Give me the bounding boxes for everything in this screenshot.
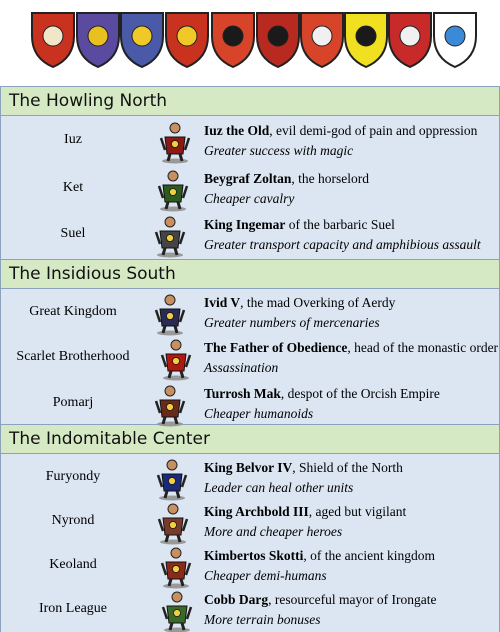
faction-bonus: Greater success with magic — [204, 143, 354, 158]
leader-description: , head of the monastic order — [347, 340, 499, 355]
faction-bonus: Cheaper demi-humans — [204, 568, 327, 583]
leader-name: The Father of Obedience — [204, 340, 348, 355]
faction-name: Ket — [62, 180, 84, 195]
faction-shields-bar — [0, 0, 500, 80]
faction-row-iron-league — [0, 589, 500, 632]
leader-figure-icon — [150, 214, 190, 258]
leader-description: , of the ancient kingdom — [303, 548, 435, 563]
faction-row-ket — [0, 168, 500, 212]
section-header-insidious-south — [0, 259, 500, 289]
sword-icon — [298, 10, 346, 70]
faction-bonus: More and cheaper heroes — [204, 524, 343, 539]
leader-line — [204, 548, 435, 564]
leader-figure-icon — [152, 457, 192, 501]
faction-name: Nyrond — [51, 513, 95, 528]
faction-name: Iuz — [64, 132, 82, 147]
leader-description: , Shield of the North — [292, 460, 403, 475]
leader-description: , the horselord — [291, 171, 369, 186]
leader-line — [204, 340, 498, 356]
sun-face-icon — [118, 10, 166, 70]
leader-name: Beygraf Zoltan — [204, 171, 292, 186]
leader-figure-icon — [150, 383, 190, 427]
leader-name: Ivid V — [204, 295, 241, 310]
leader-figure-icon — [153, 501, 193, 545]
leader-figure-icon — [153, 168, 193, 212]
section-title: The Howling North — [9, 91, 168, 111]
leader-line — [204, 460, 403, 476]
leader-line — [204, 386, 440, 402]
section-header-indomitable-center — [0, 424, 500, 454]
faction-row-pomarj — [0, 383, 500, 427]
leader-line — [204, 171, 369, 187]
faction-row-scarlet-brotherhood — [0, 337, 500, 381]
section-title: The Insidious South — [9, 264, 176, 284]
lion-rampant-icon — [254, 10, 302, 70]
faction-name: Pomarj — [52, 395, 94, 410]
faction-bonus: Assassination — [204, 360, 279, 375]
leader-line — [204, 217, 395, 233]
leader-line — [204, 123, 477, 139]
leader-description: , despot of the Orcish Empire — [280, 386, 440, 401]
leader-description: , resourceful mayor of Irongate — [268, 592, 437, 607]
faction-row-iuz — [0, 120, 500, 164]
faction-row-keoland — [0, 545, 500, 589]
leader-description: , evil demi-god of pain and oppression — [269, 123, 478, 138]
faction-bonus: Cheaper humanoids — [204, 406, 314, 421]
faction-bonus: Leader can heal other units — [204, 480, 354, 495]
faction-row-nyrond — [0, 501, 500, 545]
leader-name: King Belvor IV — [204, 460, 293, 475]
leader-name: Turrosh Mak — [204, 386, 281, 401]
lion-face-icon — [386, 10, 434, 70]
quartered-icon — [163, 10, 211, 70]
leader-line — [204, 504, 406, 520]
leader-name: King Ingemar — [204, 217, 286, 232]
faction-name: Keoland — [49, 557, 97, 572]
faction-bonus: More terrain bonuses — [204, 612, 321, 627]
leader-line — [204, 592, 436, 608]
leader-name: King Archbold III — [204, 504, 309, 519]
faction-name: Scarlet Brotherhood — [16, 349, 130, 364]
leader-name: Cobb Darg — [204, 592, 269, 607]
faction-name: Great Kingdom — [29, 304, 117, 319]
leader-description: , aged but vigilant — [308, 504, 407, 519]
faction-row-great-kingdom — [0, 292, 500, 336]
ermine-roundel-icon — [431, 10, 479, 70]
section-header-howling-north — [0, 86, 500, 116]
faction-name: Furyondy — [45, 469, 101, 484]
faction-name: Suel — [60, 226, 86, 241]
leader-figure-icon — [155, 120, 195, 164]
leader-figure-icon — [157, 589, 197, 632]
faction-row-suel — [0, 214, 500, 258]
leader-description: of the barbaric Suel — [285, 217, 395, 232]
eye-triangle-icon — [29, 10, 77, 70]
leader-line — [204, 295, 395, 311]
leader-figure-icon — [156, 545, 196, 589]
leader-figure-icon — [156, 337, 196, 381]
tower-icon — [342, 10, 390, 70]
faction-name: Iron League — [38, 601, 108, 616]
faction-row-furyondy — [0, 457, 500, 501]
swastika-icon — [209, 10, 257, 70]
leader-figure-icon — [150, 292, 190, 336]
leader-name: Iuz the Old — [204, 123, 270, 138]
leader-description: , the mad Overking of Aerdy — [240, 295, 396, 310]
faction-bonus: Greater numbers of mercenaries — [204, 315, 380, 330]
crescent-stars-icon — [74, 10, 122, 70]
leader-name: Kimbertos Skotti — [204, 548, 304, 563]
faction-bonus: Greater transport capacity and amphibious assault — [204, 237, 481, 252]
section-title: The Indomitable Center — [9, 429, 210, 449]
faction-bonus: Cheaper cavalry — [204, 191, 295, 206]
